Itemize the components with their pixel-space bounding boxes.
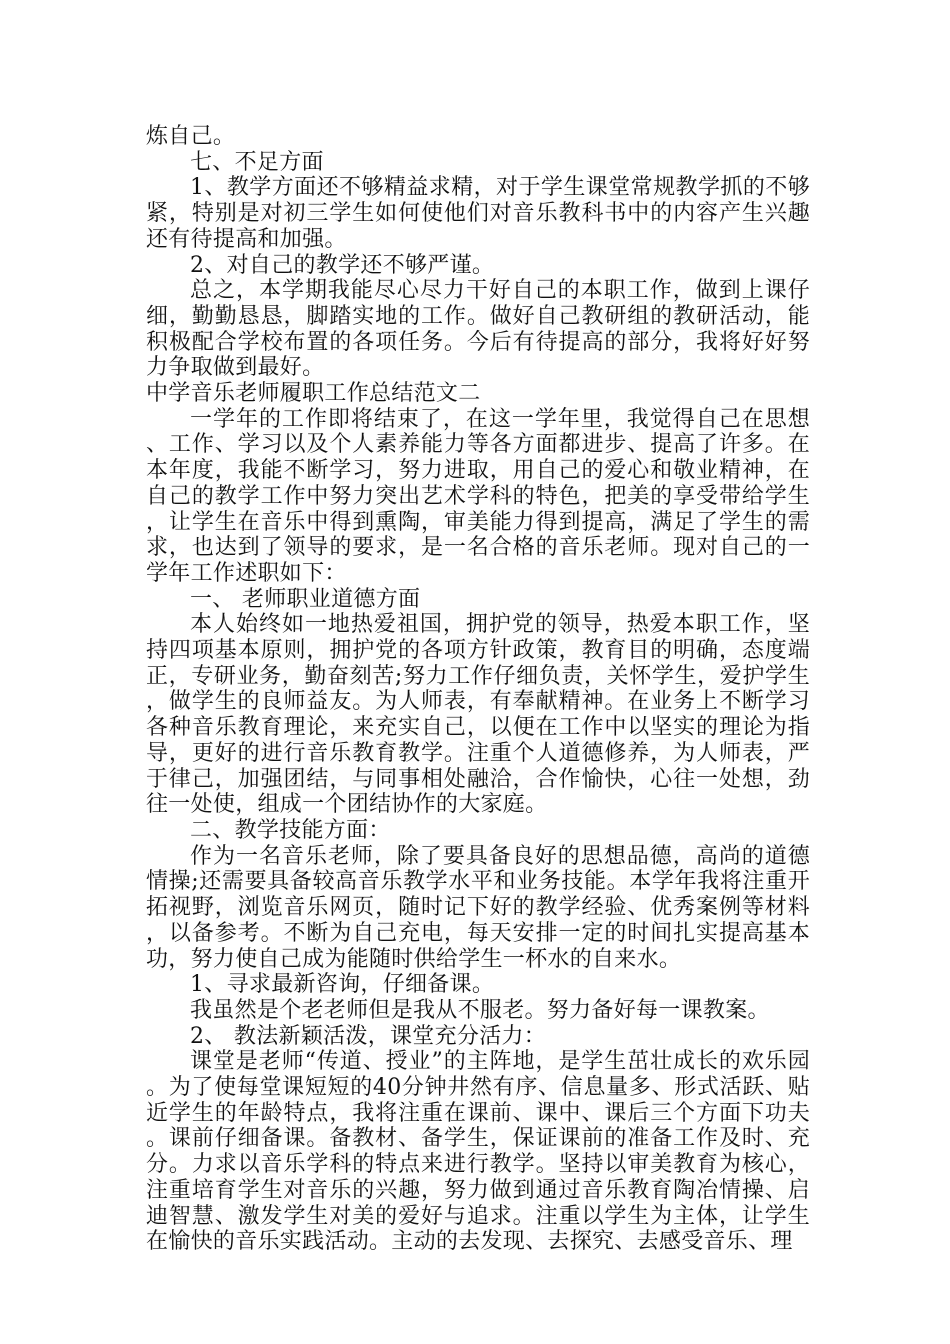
paragraph-prepare: 我虽然是个老老师但是我从不服老。努力备好每一课教案。 <box>190 997 770 1023</box>
paragraph-conclusion: 总之，本学期我能尽心尽力干好自己的本职工作，做到上课仔细，勤勤恳恳，脚踏实地的工作。做好自己教研组的教研活动，能积极配合学校布置的各项任务。今后有待提高的部分，我将好好努力争取做到最好。 <box>146 278 810 381</box>
paragraph-shortcoming-1: 1、教学方面还不够精益求精，对于学生课堂常规教学抓的不够紧，特别是对初三学生如何使他们对音乐教科书中的内容产生兴趣还有待提高和加强。 <box>146 175 810 252</box>
subsection-heading-prepare: 1、寻求最新咨询，仔细备课。 <box>190 972 495 998</box>
subsection-heading-methods: 2、 教法新颖活泼，课堂充分活力： <box>190 1023 547 1049</box>
section-heading-skills: 二、教学技能方面： <box>190 817 391 843</box>
paragraph-continuation: 炼自己。 <box>146 124 236 149</box>
section-heading-ethics: 一、 老师职业道德方面 <box>190 586 421 612</box>
paragraph-intro: 一学年的工作即将结束了，在这一学年里，我觉得自己在思想、工作、学习以及个人素养能力等各方面都进步、提高了许多。在本年度，我能不断学习，努力进取，用自己的爱心和敬业精神，在自己的教学工作中努力突出艺术学科的特色，把美的享受带给学生，让学生在音乐中得到熏陶，审美能力得到提高，满足了学生的需求，也达到了领导的要求，是一名合格的音乐老师。现对自己的一学年工作述职如下： <box>146 406 810 586</box>
document-body <box>146 124 810 1255</box>
paragraph-shortcoming-2: 2、对自己的教学还不够严谨。 <box>190 252 495 278</box>
paragraph-ethics: 本人始终如一地热爱祖国，拥护党的领导，热爱本职工作，坚持四项基本原则，拥护党的各项方针政策，教育目的明确，态度端正，专研业务，勤奋刻苦;努力工作仔细负责，关怀学生，爱护学生，做学生的良师益友。为人师表，有奉献精神。在业务上不断学习各种音乐教育理论，来充实自己，以便在工作中以坚实的理论为指导，更好的进行音乐教育教学。注重个人道德修养，为人师表，严于律己，加强团结，与同事相处融洽，合作愉快，心往一处想，劲往一处使，组成一个团结协作的大家庭。 <box>146 612 810 818</box>
section-heading-shortcomings: 七、不足方面 <box>190 149 324 175</box>
paragraph-skills: 作为一名音乐老师，除了要具备良好的思想品德，高尚的道德情操;还需要具备较高音乐教学水平和业务技能。本学年我将注重开拓视野，浏览音乐网页，随时记下好的教学经验、优秀案例等材料，以备参考。不断为自己充电，每天安排一定的时间扎实提高基本功，努力使自己成为能随时供给学生一杯水的自来水。 <box>146 843 810 972</box>
paragraph-classroom: 课堂是老师“传道、授业”的主阵地，是学生茁壮成长的欢乐园。为了使每堂课短短的40分钟井然有序、信息量多、形式活跃、贴近学生的年龄特点，我将注重在课前、课中、课后三个方面下功夫。课前仔细备课。备教材、备学生，保证课前的准备工作及时、充分。力求以音乐学科的特点来进行教学。坚持以审美教育为核心，注重培育学生对音乐的兴趣，努力做到通过音乐教育陶冶情操、启迪智慧、激发学生对美的爱好与追求。注重以学生为主体，让学生在愉快的音乐实践活动。主动的去发现、去探究、去感受音乐、理 <box>146 1049 810 1255</box>
article-title: 中学音乐老师履职工作总结范文二 <box>146 381 481 407</box>
